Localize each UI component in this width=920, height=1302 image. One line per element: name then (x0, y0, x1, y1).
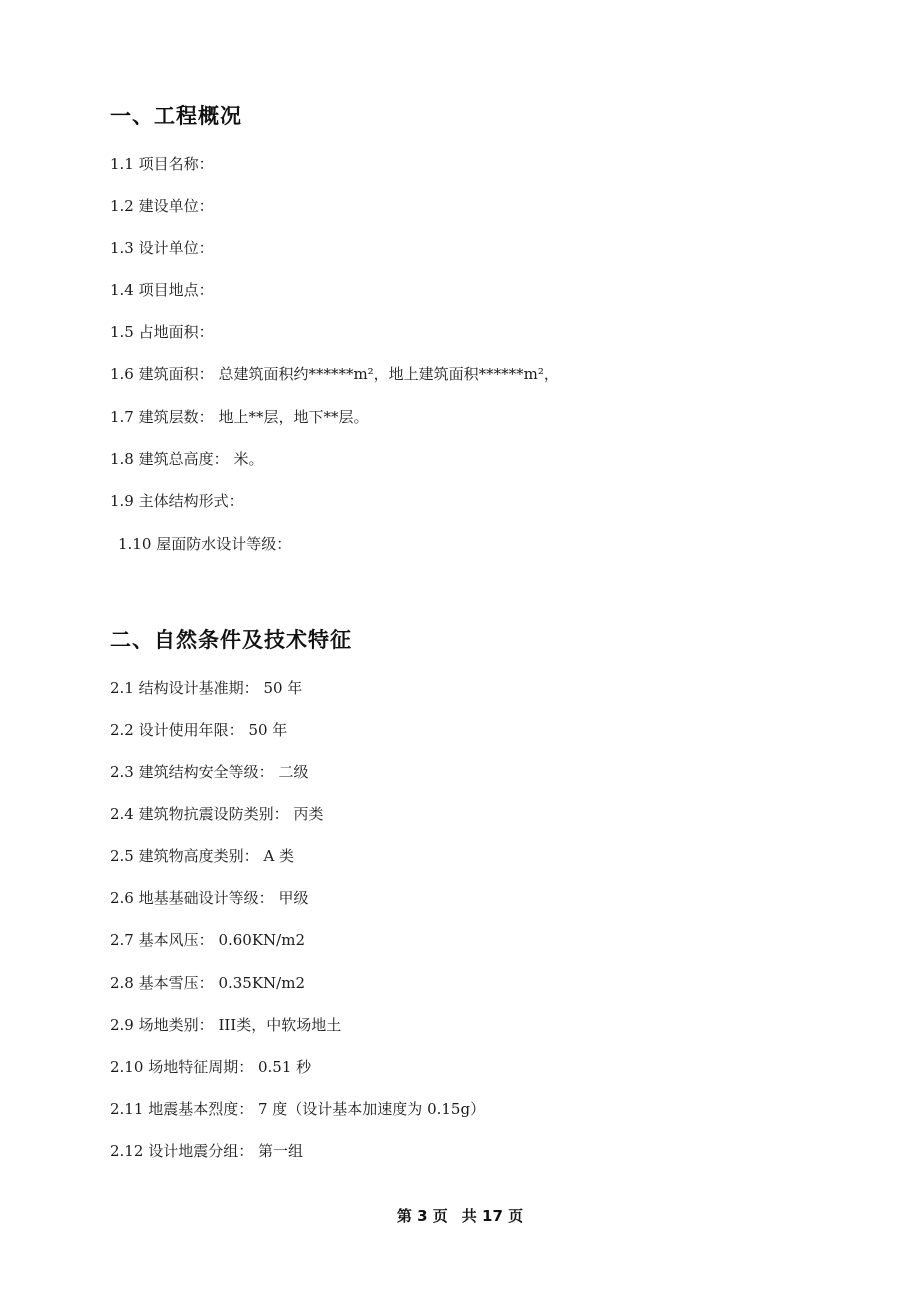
item-number: 2.11 (110, 1100, 144, 1118)
item-1-6 (110, 364, 559, 384)
item-label: 建筑面积： (138, 365, 214, 383)
item-2-11 (110, 1099, 485, 1119)
item-label: 基本风压： (138, 931, 214, 949)
item-label: 建设单位： (138, 197, 214, 215)
item-number: 2.5 (110, 847, 134, 865)
item-number: 2.4 (110, 805, 134, 823)
item-number: 1.10 (118, 535, 152, 553)
item-label: 地基基础设计等级： (138, 889, 274, 907)
item-label: 建筑物高度类别： (138, 847, 259, 865)
item-label: 结构设计基准期： (138, 679, 259, 697)
section-2-heading: 二、自然条件及技术特征 (110, 628, 352, 652)
section-1-heading: 一、工程概况 (110, 104, 242, 128)
item-number: 2.2 (110, 721, 134, 739)
item-label: 建筑总高度： (138, 450, 229, 468)
item-value: 第一组 (257, 1142, 303, 1160)
item-1-9 (110, 491, 244, 511)
item-label: 项目名称： (138, 155, 214, 173)
item-number: 2.6 (110, 889, 134, 907)
item-label: 场地类别： (138, 1016, 214, 1034)
item-1-4 (110, 280, 214, 300)
item-number: 1.2 (110, 197, 134, 215)
item-1-2 (110, 196, 214, 216)
page-total: 共 17 页 (461, 1207, 524, 1225)
item-label: 项目地点： (138, 281, 214, 299)
item-1-7 (110, 407, 368, 427)
item-label: 设计地震分组： (148, 1142, 254, 1160)
item-2-9 (110, 1015, 341, 1035)
page-number: 第 3 页 (396, 1207, 448, 1225)
item-2-4 (110, 804, 323, 824)
item-2-3 (110, 762, 308, 782)
item-label: 场地特征周期： (148, 1058, 254, 1076)
item-value: 0.35KN/m2 (218, 974, 305, 992)
item-label: 设计使用年限： (138, 721, 244, 739)
item-value: 0.51 秒 (257, 1058, 312, 1076)
item-number: 2.7 (110, 931, 134, 949)
item-label: 建筑物抗震设防类别： (138, 805, 289, 823)
item-2-5 (110, 846, 294, 866)
item-label: 占地面积： (138, 323, 214, 341)
item-1-10 (118, 534, 291, 554)
item-number: 1.9 (110, 492, 134, 510)
item-1-5 (110, 322, 214, 342)
item-value: A 类 (263, 847, 295, 865)
item-1-8 (110, 449, 263, 469)
item-label: 设计单位： (138, 239, 214, 257)
item-value: 7 度（设计基本加速度为 0.15g） (257, 1100, 486, 1118)
item-label: 屋面防水设计等级： (156, 535, 292, 553)
item-number: 1.8 (110, 450, 134, 468)
item-2-10 (110, 1057, 311, 1077)
item-2-12 (110, 1141, 303, 1161)
item-2-1 (110, 678, 302, 698)
item-value: 0.60KN/m2 (218, 931, 305, 949)
item-value: 二级 (278, 763, 309, 781)
item-1-1 (110, 154, 214, 174)
item-number: 2.10 (110, 1058, 144, 1076)
item-label: 主体结构形式： (138, 492, 244, 510)
item-2-8 (110, 973, 305, 993)
item-label: 基本雪压： (138, 974, 214, 992)
item-number: 1.4 (110, 281, 134, 299)
item-2-6 (110, 888, 308, 908)
item-number: 2.9 (110, 1016, 134, 1034)
item-number: 1.3 (110, 239, 134, 257)
item-label: 建筑层数： (138, 408, 214, 426)
item-number: 2.12 (110, 1142, 144, 1160)
item-label: 建筑结构安全等级： (138, 763, 274, 781)
item-number: 1.6 (110, 365, 134, 383)
item-2-2 (110, 720, 287, 740)
item-number: 1.5 (110, 323, 134, 341)
item-value: 地上**层，地下**层。 (218, 408, 369, 426)
page-footer (0, 1205, 920, 1226)
item-label: 地震基本烈度： (148, 1100, 254, 1118)
item-number: 2.8 (110, 974, 134, 992)
item-number: 1.7 (110, 408, 134, 426)
item-value: 总建筑面积约******m²，地上建筑面积******m²， (218, 365, 559, 383)
item-number: 2.1 (110, 679, 134, 697)
item-value: 米。 (233, 450, 264, 468)
item-number: 1.1 (110, 155, 134, 173)
item-2-7 (110, 930, 305, 950)
item-value: III类，中软场地土 (218, 1016, 342, 1034)
item-value: 甲级 (278, 889, 309, 907)
item-value: 50 年 (263, 679, 303, 697)
item-1-3 (110, 238, 214, 258)
item-value: 50 年 (248, 721, 288, 739)
item-value: 丙类 (293, 805, 324, 823)
item-number: 2.3 (110, 763, 134, 781)
